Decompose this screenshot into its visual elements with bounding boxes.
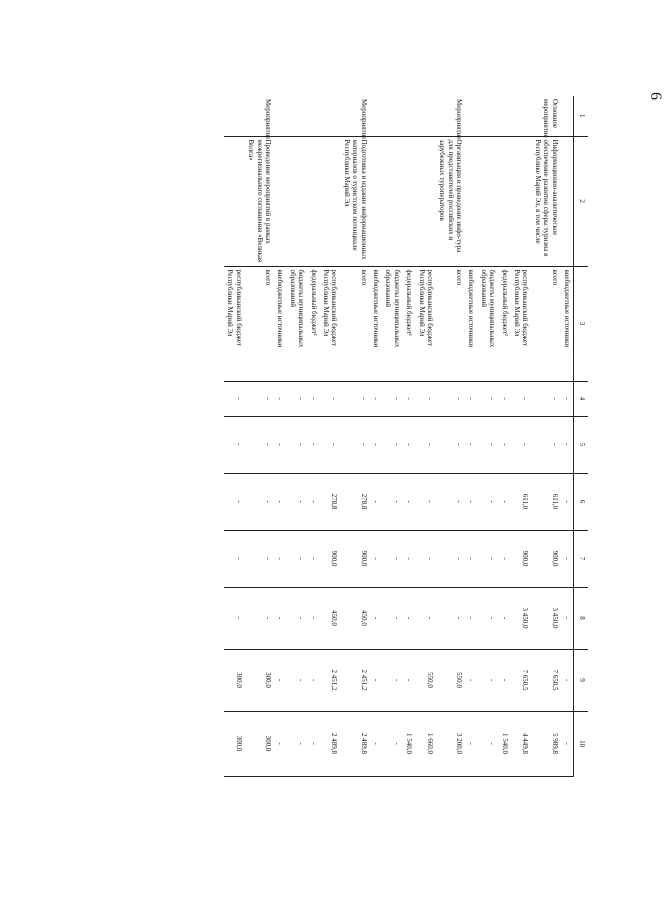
- value-cell-col4: -: [561, 416, 574, 473]
- value-cell-col8: 2 451,2: [340, 649, 369, 711]
- table-row: [370, 96, 382, 776]
- row-type-cell: Мероприятие: [455, 99, 464, 140]
- value-cell-col7: -: [224, 587, 245, 649]
- activity-name-cell: [403, 136, 415, 266]
- activity-name-cell: [477, 136, 498, 266]
- rotated-table-container: [118, 96, 588, 776]
- value-cell-col5: -: [274, 473, 286, 530]
- row-type-cell: [307, 96, 319, 136]
- column-4-cell: -: [511, 381, 532, 416]
- funding-source-cell: федеральный бюджет¹: [403, 266, 415, 381]
- value-cell-col9: 300,0: [245, 711, 274, 776]
- value-cell-col9: 2 489,8: [320, 711, 341, 776]
- row-type-cell: Мероприятие: [359, 99, 368, 140]
- column-4-cell: -: [382, 381, 403, 416]
- value-cell-col9: 2 489,8: [340, 711, 369, 776]
- value-cell-col6: -: [561, 530, 574, 587]
- value-cell-col5: -: [307, 473, 319, 530]
- value-cell-col6: -: [274, 530, 286, 587]
- value-cell-col7: -: [498, 587, 510, 649]
- row-type-cell: [370, 96, 382, 136]
- value-cell-col4: -: [465, 416, 477, 473]
- row-type-cell: Основное мероприятие: [542, 99, 559, 138]
- table-row: [511, 96, 532, 776]
- value-cell-col7: -: [245, 587, 274, 649]
- activity-name-cell: [382, 136, 403, 266]
- value-cell-col6: 900,0: [340, 530, 369, 587]
- value-cell-col4: -: [477, 416, 498, 473]
- table-header: [574, 96, 589, 776]
- activity-name-cell: [320, 136, 341, 266]
- value-cell-col7: -: [286, 587, 307, 649]
- row-type-cell: [465, 96, 477, 136]
- table-body: [224, 96, 573, 776]
- row-type-cell: [415, 96, 436, 136]
- row-type-cell: [224, 96, 245, 136]
- row-type-cell: [403, 96, 415, 136]
- value-cell-col5: 278,8: [320, 473, 341, 530]
- column-header-9: 9: [574, 649, 589, 711]
- value-cell-col6: -: [415, 530, 436, 587]
- value-cell-col5: -: [370, 473, 382, 530]
- table-row: [465, 96, 477, 776]
- funding-source-cell: республиканский бюджет Республики Марий Эл: [511, 266, 532, 381]
- activity-name-cell: [370, 136, 382, 266]
- column-header-2: 2: [574, 136, 589, 266]
- value-cell-col9: -: [370, 711, 382, 776]
- activity-name-cell: [415, 136, 436, 266]
- table-row: [320, 96, 341, 776]
- table-row: [477, 96, 498, 776]
- value-cell-col6: -: [477, 530, 498, 587]
- value-cell-col5: -: [477, 473, 498, 530]
- value-cell-col7: -: [274, 587, 286, 649]
- funding-source-cell: федеральный бюджет²: [498, 266, 510, 381]
- activity-name-cell: [274, 136, 286, 266]
- funding-source-cell: бюджеты муниципальных образований: [477, 266, 498, 381]
- value-cell-col7: -: [561, 587, 574, 649]
- value-cell-col5: -: [415, 473, 436, 530]
- value-cell-col7: 450,0: [320, 587, 341, 649]
- value-cell-col6: -: [465, 530, 477, 587]
- value-cell-col9: 1 660,0: [415, 711, 436, 776]
- value-cell-col7: -: [477, 587, 498, 649]
- value-cell-col8: -: [382, 649, 403, 711]
- table-row: [224, 96, 245, 776]
- row-type-cell: [477, 96, 498, 136]
- table-row: [436, 96, 465, 776]
- value-cell-col8: -: [561, 649, 574, 711]
- value-cell-col7: 3 450,0: [531, 587, 560, 649]
- funding-source-cell: республиканский бюджет Республики Марий Эл: [415, 266, 436, 381]
- column-header-6: 6: [574, 473, 589, 530]
- value-cell-col9: 5 989,8: [531, 711, 560, 776]
- value-cell-col6: -: [245, 530, 274, 587]
- value-cell-col5: -: [245, 473, 274, 530]
- value-cell-col6: -: [403, 530, 415, 587]
- value-cell-col8: 2 451,2: [320, 649, 341, 711]
- table-row: [382, 96, 403, 776]
- value-cell-col4: -: [531, 416, 560, 473]
- funding-source-cell: всего: [531, 266, 560, 381]
- value-cell-col6: -: [224, 530, 245, 587]
- column-4-cell: -: [370, 381, 382, 416]
- page-number: 6: [647, 92, 664, 100]
- funding-table: [224, 96, 588, 776]
- table-row: [245, 96, 274, 776]
- value-cell-col7: -: [403, 587, 415, 649]
- value-cell-col5: -: [403, 473, 415, 530]
- value-cell-col5: 611,0: [531, 473, 560, 530]
- activity-name-cell: [561, 136, 574, 266]
- value-cell-col9: -: [477, 711, 498, 776]
- value-cell-col7: -: [465, 587, 477, 649]
- row-type-cell: [286, 96, 307, 136]
- column-4-cell: -: [307, 381, 319, 416]
- funding-source-cell: республиканский бюджет Республики Марий Эл: [224, 266, 245, 381]
- value-cell-col8: -: [274, 649, 286, 711]
- activity-name-cell: [498, 136, 510, 266]
- funding-source-cell: республиканский бюджет Республики Марий Эл: [320, 266, 341, 381]
- value-cell-col6: -: [307, 530, 319, 587]
- value-cell-col4: -: [286, 416, 307, 473]
- column-4-cell: -: [436, 381, 465, 416]
- row-type-cell: Мероприятие: [264, 99, 273, 140]
- value-cell-col9: 300,0: [224, 711, 245, 776]
- column-4-cell: -: [224, 381, 245, 416]
- column-4-cell: -: [561, 381, 574, 416]
- value-cell-col6: -: [382, 530, 403, 587]
- value-cell-col5: -: [561, 473, 574, 530]
- row-type-cell: [498, 96, 510, 136]
- column-4-cell: -: [477, 381, 498, 416]
- table-row: [274, 96, 286, 776]
- value-cell-col4: -: [274, 416, 286, 473]
- value-cell-col8: -: [498, 649, 510, 711]
- funding-source-cell: всего: [245, 266, 274, 381]
- value-cell-col9: -: [307, 711, 319, 776]
- value-cell-col9: 1 540,0: [403, 711, 415, 776]
- value-cell-col4: -: [382, 416, 403, 473]
- value-cell-col4: -: [340, 416, 369, 473]
- activity-name-cell: [511, 136, 532, 266]
- funding-source-cell: внебюджетные источники: [465, 266, 477, 381]
- column-header-7: 7: [574, 530, 589, 587]
- value-cell-col8: 7 650,5: [511, 649, 532, 711]
- column-4-cell: -: [320, 381, 341, 416]
- activity-name-cell: Информационно-аналитическое обеспечение развития сферы туризма в Республике Марий Эл, в том числе: [531, 136, 560, 266]
- value-cell-col7: -: [415, 587, 436, 649]
- value-cell-col4: -: [403, 416, 415, 473]
- value-cell-col8: -: [370, 649, 382, 711]
- column-4-cell: -: [403, 381, 415, 416]
- value-cell-col9: 1 540,0: [498, 711, 510, 776]
- value-cell-col4: -: [307, 416, 319, 473]
- column-header-3: 3: [574, 266, 589, 381]
- value-cell-col4: -: [511, 416, 532, 473]
- column-4-cell: -: [340, 381, 369, 416]
- value-cell-col4: -: [415, 416, 436, 473]
- table-row: [498, 96, 510, 776]
- value-cell-col8: -: [403, 649, 415, 711]
- column-4-cell: -: [415, 381, 436, 416]
- activity-name-cell: Проведение мероприятий в рамках межрегионального соглашения «Великая Волга»: [245, 136, 274, 266]
- table-row: [415, 96, 436, 776]
- funding-source-cell: бюджеты муниципальных образований: [286, 266, 307, 381]
- value-cell-col4: -: [245, 416, 274, 473]
- table-row: [307, 96, 319, 776]
- value-cell-col5: -: [224, 473, 245, 530]
- value-cell-col7: -: [382, 587, 403, 649]
- value-cell-col9: -: [465, 711, 477, 776]
- table-row: [531, 96, 560, 776]
- value-cell-col7: -: [307, 587, 319, 649]
- column-header-8: 8: [574, 587, 589, 649]
- value-cell-col6: 900,0: [320, 530, 341, 587]
- value-cell-col5: -: [382, 473, 403, 530]
- row-type-cell: [274, 96, 286, 136]
- value-cell-col7: 450,0: [340, 587, 369, 649]
- value-cell-col5: -: [465, 473, 477, 530]
- row-type-cell: [320, 96, 341, 136]
- column-4-cell: -: [286, 381, 307, 416]
- column-header-5: 5: [574, 416, 589, 473]
- funding-source-cell: бюджеты муниципальных образований: [382, 266, 403, 381]
- funding-source-cell: всего: [340, 266, 369, 381]
- value-cell-col7: -: [370, 587, 382, 649]
- value-cell-col8: 300,0: [245, 649, 274, 711]
- value-cell-col8: -: [286, 649, 307, 711]
- value-cell-col6: -: [286, 530, 307, 587]
- funding-source-cell: федеральный бюджет¹: [307, 266, 319, 381]
- value-cell-col8: -: [477, 649, 498, 711]
- value-cell-col9: 4 449,8: [511, 711, 532, 776]
- value-cell-col4: -: [498, 416, 510, 473]
- value-cell-col8: 300,0: [224, 649, 245, 711]
- value-cell-col6: 900,0: [511, 530, 532, 587]
- table-row: [403, 96, 415, 776]
- value-cell-col5: 278,8: [340, 473, 369, 530]
- value-cell-col4: -: [436, 416, 465, 473]
- value-cell-col4: -: [224, 416, 245, 473]
- funding-source-cell: внебюджетные источники: [274, 266, 286, 381]
- value-cell-col5: -: [498, 473, 510, 530]
- column-header-4: 4: [574, 381, 589, 416]
- column-4-cell: -: [465, 381, 477, 416]
- value-cell-col8: -: [307, 649, 319, 711]
- value-cell-col7: -: [436, 587, 465, 649]
- value-cell-col6: 900,0: [531, 530, 560, 587]
- funding-source-cell: внебюджетные источники: [561, 266, 574, 381]
- activity-name-cell: [307, 136, 319, 266]
- value-cell-col9: -: [561, 711, 574, 776]
- column-4-cell: -: [531, 381, 560, 416]
- activity-name-cell: [224, 136, 245, 266]
- value-cell-col4: -: [320, 416, 341, 473]
- value-cell-col5: 611,0: [511, 473, 532, 530]
- row-type-cell: [561, 96, 574, 136]
- activity-name-cell: [465, 136, 477, 266]
- value-cell-col8: 7 650,5: [531, 649, 560, 711]
- value-cell-col5: -: [436, 473, 465, 530]
- value-cell-col9: 3 200,0: [436, 711, 465, 776]
- funding-source-cell: внебюджетные источники: [370, 266, 382, 381]
- value-cell-col6: -: [370, 530, 382, 587]
- column-header-10: 10: [574, 711, 589, 776]
- column-4-cell: -: [245, 381, 274, 416]
- column-4-cell: -: [498, 381, 510, 416]
- table-row: [286, 96, 307, 776]
- activity-name-cell: Подготовка и издание информационных материалов о туристском потенциале Республики Марий Эл: [340, 136, 369, 266]
- table-row: [340, 96, 369, 776]
- column-header-1: 1: [574, 96, 589, 136]
- value-cell-col9: -: [382, 711, 403, 776]
- column-4-cell: -: [274, 381, 286, 416]
- value-cell-col8: -: [465, 649, 477, 711]
- value-cell-col4: -: [370, 416, 382, 473]
- row-type-cell: [511, 96, 532, 136]
- value-cell-col7: 3 450,0: [511, 587, 532, 649]
- value-cell-col8: 550,0: [436, 649, 465, 711]
- value-cell-col8: 550,0: [415, 649, 436, 711]
- table-row: [561, 96, 574, 776]
- funding-source-cell: всего: [436, 266, 465, 381]
- activity-name-cell: [286, 136, 307, 266]
- value-cell-col9: -: [286, 711, 307, 776]
- row-type-cell: [382, 96, 403, 136]
- activity-name-cell: Организация и проведение инфо-тура для представителей российских и зарубежных туроператоров: [436, 136, 465, 266]
- value-cell-col6: -: [436, 530, 465, 587]
- value-cell-col5: -: [286, 473, 307, 530]
- value-cell-col9: -: [274, 711, 286, 776]
- value-cell-col6: -: [498, 530, 510, 587]
